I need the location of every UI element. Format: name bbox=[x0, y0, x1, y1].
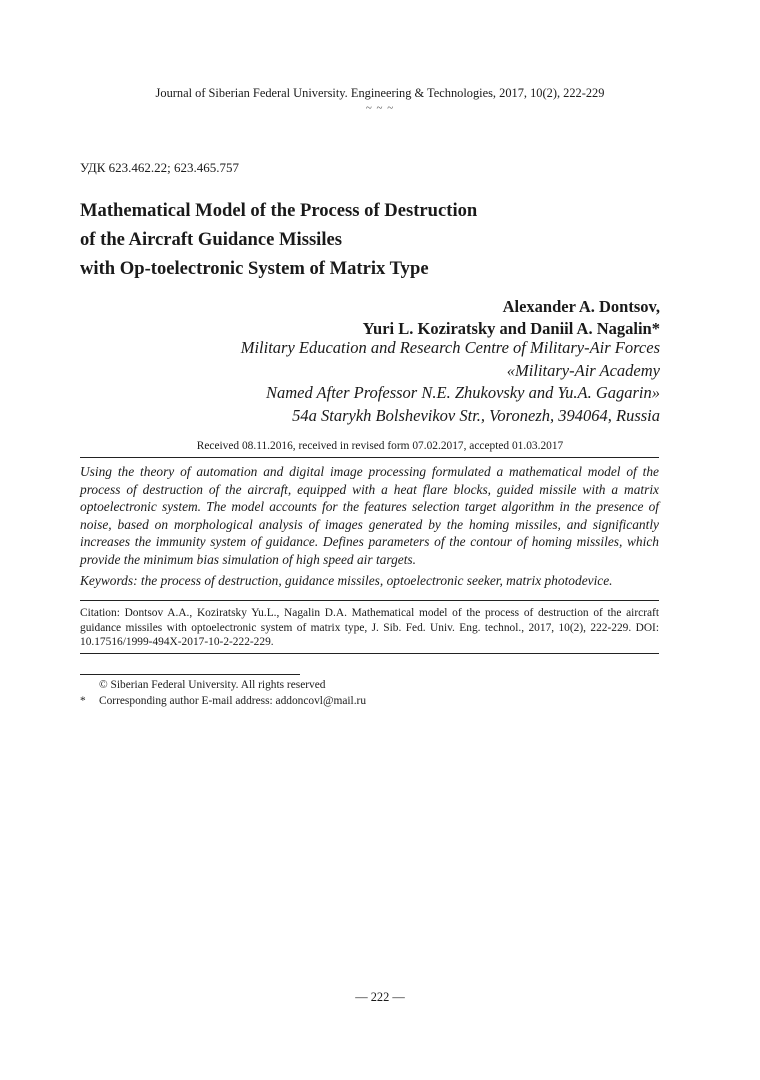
keywords: Keywords: the process of destruction, guidance missiles, optoelectronic seeker, matrix photodevice. bbox=[80, 573, 613, 588]
footnote-corresponding bbox=[80, 694, 366, 710]
abstract: Using the theory of automation and digital image processing formulated a mathematical model of the process of destruction of the aircraft, equipped with a heat flare blocks, guided missile with a matrix optoelectronic system. The model accounts for the features selection target algorithm in the presence of noise, based on morphological analysis of images generated by the homing missiles, and significantly increases the immunity system of guidance. Defines parameters of the contour of homing missiles, which provide the minimum bias simulation of high speed air targets. bbox=[80, 464, 659, 567]
title-line-3: with Op-toelectronic System of Matrix Type bbox=[80, 258, 429, 279]
copyright-text: © Siberian Federal University. All rights reserved bbox=[99, 679, 326, 691]
affiliation bbox=[241, 337, 660, 427]
journal-header: Journal of Siberian Federal University. Engineering & Technologies, 2017, 10(2), 222-229 bbox=[155, 86, 605, 100]
affiliation-line-4: 54a Starykh Bolshevikov Str., Voronezh, 394064, Russia bbox=[292, 405, 660, 425]
header-ornament: ~ ~ ~ bbox=[365, 102, 395, 114]
title-line-1: Mathematical Model of the Process of Destruction bbox=[80, 200, 478, 221]
footnotes bbox=[80, 678, 366, 709]
footnote-copyright bbox=[80, 678, 366, 694]
footnote-star: * bbox=[80, 694, 86, 707]
page-number: — 222 — bbox=[355, 990, 405, 1004]
title-line-2: of the Aircraft Guidance Missiles bbox=[80, 229, 343, 250]
udk-code: УДК 623.462.22; 623.465.757 bbox=[80, 160, 240, 175]
citation: Citation: Dontsov A.A., Koziratsky Yu.L., Nagalin D.A. Mathematical model of the process of destruction of the aircraft guidance missiles with optoelectronic system of matrix type, J. Sib. Fed. Univ. Eng. technol., 2017, 10(2), 222-229. DOI: 10.17516/1999-494X-2017-10-2-222-229. bbox=[80, 607, 659, 649]
affiliation-line-3: Named After Professor N.E. Zhukovsky and Yu.A. Gagarin» bbox=[265, 383, 660, 402]
divider-citation-top bbox=[80, 600, 659, 601]
authors bbox=[363, 296, 660, 340]
authors-line-1: Alexander A. Dontsov, bbox=[502, 297, 660, 316]
affiliation-line-1: Military Education and Research Centre of Military-Air Forces bbox=[240, 338, 660, 357]
divider-top bbox=[80, 457, 659, 458]
affiliation-line-2: «Military-Air Academy bbox=[506, 360, 660, 380]
received-dates: Received 08.11.2016, received in revised form 07.02.2017, accepted 01.03.2017 bbox=[196, 440, 564, 452]
footnote-rule bbox=[80, 674, 300, 675]
paper-title bbox=[80, 196, 477, 283]
divider-citation-bottom bbox=[80, 653, 659, 654]
authors-line-2: Yuri L. Koziratsky and Daniil A. Nagalin* bbox=[362, 319, 660, 338]
corresponding-text: Corresponding author E-mail address: addoncovl@mail.ru bbox=[99, 694, 367, 707]
